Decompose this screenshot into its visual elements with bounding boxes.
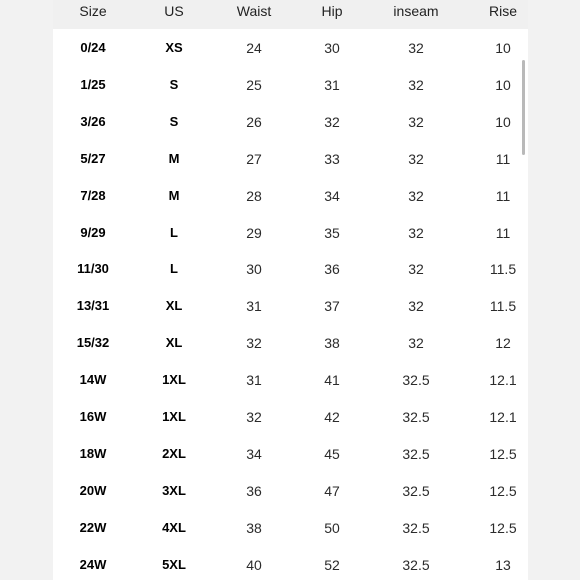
cell-rise: 10 (495, 76, 511, 93)
cell-rise: 12.5 (489, 445, 517, 462)
cell-hip: 36 (324, 261, 340, 278)
cell-inseam: 32 (408, 335, 424, 352)
cell-size: 7/28 (80, 187, 106, 203)
cell-size: 15/32 (76, 335, 110, 351)
cell-size: 3/26 (80, 113, 106, 129)
cell-size: 13/31 (76, 298, 110, 314)
cell-rise: 10 (495, 40, 511, 56)
cell-hip: 47 (324, 482, 340, 499)
cell-us: S (169, 76, 179, 92)
cell-rise: 11 (495, 224, 511, 241)
cell-waist: 28 (246, 187, 262, 204)
cell-waist: 40 (246, 556, 262, 573)
cell-inseam: 32 (408, 150, 424, 167)
cell-rise: 10 (495, 113, 511, 130)
cell-waist: 26 (246, 113, 262, 130)
cell-rise: 12 (495, 335, 511, 352)
cell-inseam: 32 (408, 76, 424, 93)
cell-inseam: 32 (408, 113, 424, 130)
cell-waist: 32 (246, 409, 262, 425)
cell-size: 5/27 (80, 150, 106, 166)
cell-us: M (168, 150, 180, 166)
cell-waist: 36 (246, 482, 262, 499)
vertical-scrollbar[interactable] (522, 60, 525, 155)
cell-us: XL (165, 335, 183, 351)
cell-size: 22W (79, 519, 107, 535)
cell-size: 11/30 (77, 261, 109, 277)
cell-hip: 32 (324, 113, 340, 130)
cell-us: L (170, 224, 178, 240)
cell-inseam: 32 (408, 187, 424, 204)
cell-us: 2XL (162, 445, 186, 461)
cell-size: 24W (79, 556, 107, 572)
cell-inseam: 32 (408, 261, 424, 278)
cell-inseam: 32 (408, 40, 424, 56)
cell-waist: 31 (246, 372, 262, 389)
cell-inseam: 32 (408, 224, 424, 241)
cell-hip: 31 (324, 76, 340, 93)
cell-hip: 34 (324, 187, 340, 204)
cell-us: 3XL (162, 482, 186, 498)
cell-us: XS (165, 40, 183, 55)
cell-waist: 25 (246, 76, 262, 93)
column-header-us: US (164, 3, 184, 19)
cell-rise: 12.1 (489, 372, 517, 389)
cell-us: 1XL (162, 372, 186, 388)
cell-waist: 29 (246, 224, 262, 241)
cell-hip: 41 (324, 372, 340, 389)
cell-size: 1/25 (80, 76, 106, 92)
cell-size: 14W (79, 372, 107, 388)
cell-hip: 52 (324, 556, 340, 573)
cell-inseam: 32.5 (402, 519, 430, 536)
column-header-hip: Hip (321, 3, 343, 19)
cell-waist: 24 (246, 40, 262, 56)
cell-hip: 37 (324, 298, 340, 315)
cell-size: 20W (79, 482, 107, 498)
cell-hip: 38 (324, 335, 340, 352)
cell-rise: 11 (495, 150, 511, 167)
cell-hip: 45 (324, 445, 340, 462)
cell-inseam: 32.5 (402, 482, 430, 499)
cell-waist: 38 (246, 519, 262, 536)
cell-inseam: 32.5 (402, 409, 430, 425)
cell-rise: 11.5 (489, 261, 517, 278)
cell-size: 18W (79, 445, 107, 461)
cell-rise: 11 (495, 187, 511, 204)
cell-size: 16W (79, 409, 107, 424)
column-header-waist: Waist (236, 3, 272, 19)
cell-hip: 30 (324, 40, 340, 56)
cell-inseam: 32 (408, 298, 424, 315)
cell-us: 4XL (162, 519, 186, 535)
cell-waist: 27 (246, 150, 262, 167)
cell-us: XL (165, 298, 183, 314)
cell-hip: 50 (324, 519, 340, 536)
cell-us: M (168, 187, 180, 203)
cell-us: 5XL (162, 556, 186, 572)
cell-rise: 12.5 (489, 482, 517, 499)
cell-size: 9/29 (80, 224, 106, 240)
cell-size: 0/24 (80, 40, 106, 55)
cell-us: S (169, 113, 179, 129)
cell-waist: 30 (246, 261, 262, 278)
cell-us: 1XL (162, 409, 186, 424)
cell-hip: 35 (324, 224, 340, 241)
size-chart-panel (53, 0, 528, 580)
column-header-size: Size (79, 3, 107, 19)
cell-inseam: 32.5 (402, 445, 430, 462)
cell-us: L (170, 261, 178, 277)
cell-rise: 12.1 (489, 409, 517, 425)
cell-rise: 12.5 (489, 519, 517, 536)
column-header-rise: Rise (488, 3, 518, 19)
cell-hip: 42 (324, 409, 340, 425)
cell-inseam: 32.5 (402, 372, 430, 389)
cell-waist: 31 (246, 298, 262, 315)
cell-waist: 34 (246, 445, 262, 462)
cell-rise: 11.5 (489, 298, 517, 315)
cell-waist: 32 (246, 335, 262, 352)
cell-hip: 33 (324, 150, 340, 167)
cell-inseam: 32.5 (402, 556, 430, 573)
cell-rise: 13 (495, 556, 511, 573)
column-header-inseam: inseam (393, 3, 439, 19)
table-header (53, 0, 528, 29)
